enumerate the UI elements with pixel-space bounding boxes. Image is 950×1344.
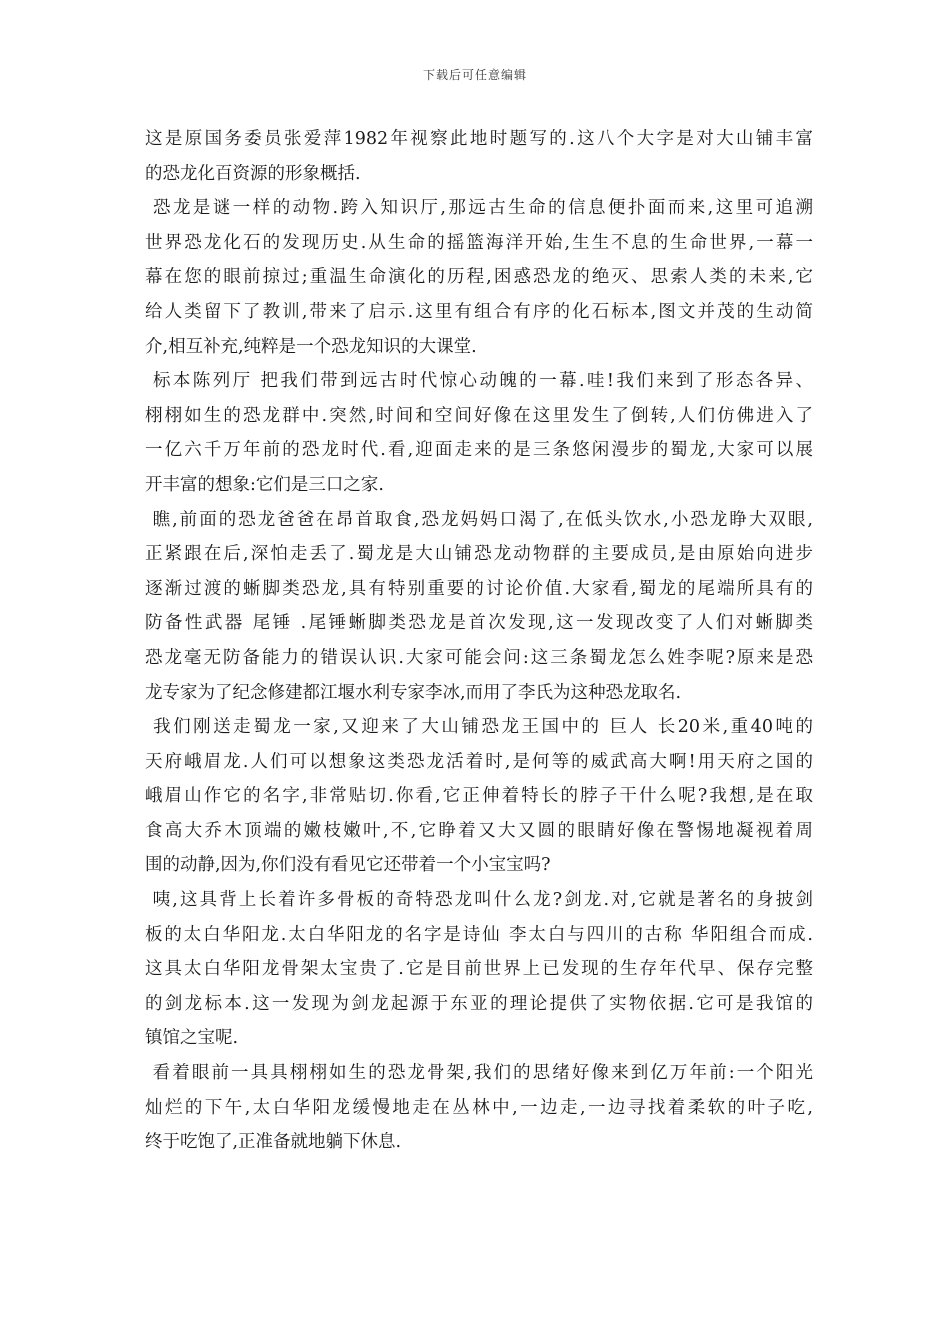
text-line: 标本陈列厅 把我们带到远古时代惊心动魄的一幕.哇!我们来到了形态各异、 xyxy=(145,371,813,392)
text-line: 镇馆之宝呢. xyxy=(145,1028,239,1049)
text-line: 终于吃饱了,正准备就地躺下休息. xyxy=(145,1132,402,1153)
text-line: 围的动静,因为,你们没有看见它还带着一个小宝宝吗? xyxy=(145,855,551,876)
paragraph xyxy=(145,364,813,502)
text-line: 食高大乔木顶端的嫩枝嫩叶,不,它睁着又大又圆的眼睛好像在警惕地凝视着周 xyxy=(145,820,813,841)
text-line: 我们刚送走蜀龙一家,又迎来了大山铺恐龙王国中的 巨人 长20米,重40吨的 xyxy=(145,717,813,738)
text-line: 恐龙毫无防备能力的错误认识.大家可能会问:这三条蜀龙怎么姓李呢?原来是恐 xyxy=(145,647,813,668)
paragraph xyxy=(145,883,813,1056)
text-line: 逐渐过渡的蜥脚类恐龙,具有特别重要的讨论价值.大家看,蜀龙的尾端所具有的 xyxy=(145,578,813,599)
text-line: 咦,这具背上长着许多骨板的奇特恐龙叫什么龙?剑龙.对,它就是著名的身披剑 xyxy=(145,890,813,911)
text-line: 峨眉山作它的名字,非常贴切.你看,它正伸着特长的脖子干什么呢?我想,是在取 xyxy=(145,786,813,807)
text-line: 板的太白华阳龙.太白华阳龙的名字是诗仙 李太白与四川的古称 华阳组合而成. xyxy=(145,924,813,945)
text-line: 这具太白华阳龙骨架太宝贵了.它是目前世界上已发现的生存年代早、保存完整 xyxy=(145,959,813,980)
text-line: 的恐龙化百资源的形象概括. xyxy=(145,163,361,184)
text-line: 灿烂的下午,太白华阳龙缓慢地走在丛林中,一边走,一边寻找着柔软的叶子吃, xyxy=(145,1097,813,1118)
text-line: 恐龙是谜一样的动物.跨入知识厅,那远古生命的信息便扑面而来,这里可追溯 xyxy=(145,198,813,219)
document-body xyxy=(145,122,813,1160)
paragraph xyxy=(145,122,813,191)
paragraph xyxy=(145,191,813,364)
text-line: 这是原国务委员张爱萍1982年视察此地时题写的.这八个大字是对大山铺丰富 xyxy=(145,129,813,149)
text-line: 栩栩如生的恐龙群中.突然,时间和空间好像在这里发生了倒转,人们仿佛进入了 xyxy=(145,405,813,426)
paragraph xyxy=(145,710,813,883)
text-line: 瞧,前面的恐龙爸爸在昂首取食,恐龙妈妈口渴了,在低头饮水,小恐龙睁大双眼, xyxy=(145,509,813,530)
paragraph xyxy=(145,503,813,711)
text-line: 开丰富的想象:它们是三口之家. xyxy=(145,474,384,495)
text-line: 幕在您的眼前掠过;重温生命演化的历程,困惑恐龙的绝灭、思索人类的未来,它 xyxy=(145,267,813,288)
page-header: 下载后可任意编辑 xyxy=(422,68,527,82)
paragraph xyxy=(145,1056,813,1160)
text-line: 世界恐龙化石的发现历史.从生命的摇篮海洋开始,生生不息的生命世界,一幕一 xyxy=(145,232,813,253)
text-line: 给人类留下了教训,带来了启示.这里有组合有序的化石标本,图文并茂的生动简 xyxy=(145,301,813,322)
text-line: 的剑龙标本.这一发现为剑龙起源于东亚的理论提供了实物依据.它可是我馆的 xyxy=(145,993,813,1014)
text-line: 防备性武器 尾锤 .尾锤蜥脚类恐龙是首次发现,这一发现改变了人们对蜥脚类 xyxy=(145,613,813,634)
text-line: 介,相互补充,纯粹是一个恐龙知识的大课堂. xyxy=(145,336,477,357)
text-line: 看着眼前一具具栩栩如生的恐龙骨架,我们的思绪好像来到亿万年前:一个阳光 xyxy=(145,1063,813,1084)
text-line: 天府峨眉龙.人们可以想象这类恐龙活着时,是何等的威武高大啊!用天府之国的 xyxy=(145,751,813,772)
text-line: 龙专家为了纪念修建都江堰水利专家李冰,而用了李氏为这种恐龙取名. xyxy=(145,682,682,703)
text-line: 一亿六千万年前的恐龙时代.看,迎面走来的是三条悠闲漫步的蜀龙,大家可以展 xyxy=(145,440,813,461)
text-line: 正紧跟在后,深怕走丢了.蜀龙是大山铺恐龙动物群的主要成员,是由原始向进步 xyxy=(145,544,813,565)
